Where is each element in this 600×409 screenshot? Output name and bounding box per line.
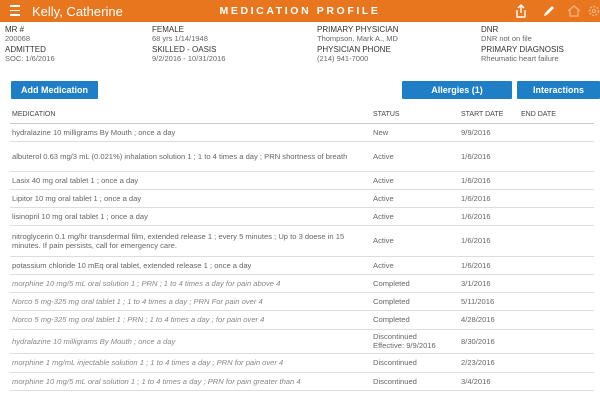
column-header-end-date: END DATE (519, 106, 594, 123)
end-date-cell (519, 123, 594, 141)
primary-physician-value: Thompson, Mark A., MD (317, 33, 398, 43)
status-cell: Completed (371, 274, 459, 292)
start-date-cell: 3/4/2016 (459, 372, 519, 390)
start-date-cell: 2/23/2016 (459, 353, 519, 372)
patient-name: Kelly, Catherine (32, 4, 123, 19)
table-row[interactable] (10, 310, 594, 329)
interactions-button[interactable]: Interactions (517, 81, 600, 99)
page-title: MEDICATION PROFILE (219, 5, 381, 17)
add-medication-button[interactable]: Add Medication (11, 81, 98, 99)
start-date-cell: 1/6/2016 (459, 256, 519, 274)
physician-phone-value: (214) 941-7000 (317, 53, 369, 63)
medication-cell: potassium chloride 10 mEq oral tablet, extended release 1 ; once a day (10, 256, 371, 274)
start-date-cell: 3/1/2016 (459, 274, 519, 292)
end-date-cell (519, 189, 594, 207)
status-cell: Discontinued (371, 353, 459, 372)
allergies-button[interactable]: Allergies (1) (402, 81, 512, 99)
primary-diagnosis-label: PRIMARY DIAGNOSIS (481, 45, 564, 54)
primary-physician-label: PRIMARY PHYSICIAN (317, 25, 399, 34)
medication-cell: hydralazine 10 milligrams By Mouth ; once a day (10, 329, 371, 353)
patient-info-panel (0, 22, 600, 64)
medication-list (10, 123, 594, 390)
top-bar (0, 0, 600, 22)
table-row[interactable] (10, 292, 594, 310)
medication-cell: hydralazine 10 milligrams By Mouth ; once a day (10, 123, 371, 141)
home-icon[interactable] (566, 3, 582, 19)
table-row[interactable] (10, 141, 594, 171)
medication-cell: Norco 5 mg-325 mg oral tablet 1 ; PRN ; 1 to 4 times a day ; for pain over 4 (10, 310, 371, 329)
column-header-medication: MEDICATION (10, 106, 371, 123)
primary-diagnosis-value: Rheumatic heart failure (481, 53, 559, 63)
end-date-cell (519, 256, 594, 274)
start-date-cell: 1/6/2016 (459, 171, 519, 189)
medication-cell: albuterol 0.63 mg/3 mL (0.021%) inhalation solution 1 ; 1 to 4 times a day ; PRN shortness of breath (10, 141, 371, 171)
start-date-cell: 4/28/2016 (459, 310, 519, 329)
table-row[interactable] (10, 123, 594, 141)
medication-cell: Norco 5 mg-325 mg oral tablet 1 ; 1 to 4 times a day ; PRN For pain over 4 (10, 292, 371, 310)
status-cell: Active (371, 171, 459, 189)
end-date-cell (519, 141, 594, 171)
status-cell: Active (371, 225, 459, 256)
mr-value: 200068 (5, 33, 31, 43)
service-value: 9/2/2016 - 10/31/2016 (152, 53, 226, 63)
end-date-cell (519, 329, 594, 353)
end-date-cell (519, 171, 594, 189)
medication-cell: nitroglycerin 0.1 mg/hr transdermal film, extended release 1 ; every 5 minutes ; Up to 3 doese in 15 minutes. If pain persists, call for emergency care. (10, 225, 371, 256)
status-cell: Active (371, 189, 459, 207)
end-date-cell (519, 353, 594, 372)
edit-pencil-icon[interactable] (541, 3, 557, 19)
end-date-cell (519, 207, 594, 225)
end-date-cell (519, 310, 594, 329)
dnr-label: DNR (481, 25, 499, 34)
settings-gear-icon[interactable] (586, 3, 600, 19)
mr-label: MR # (5, 25, 25, 34)
medication-cell: morphine 10 mg/5 mL oral solution 1 ; PRN ; 1 to 4 times a day for pain above 4 (10, 274, 371, 292)
medication-cell: Lipitor 10 mg oral tablet 1 ; once a day (10, 189, 371, 207)
status-cell: New (371, 123, 459, 141)
table-header-row (10, 106, 594, 123)
service-label: SKILLED - OASIS (152, 45, 217, 54)
medication-cell: lisinopril 10 mg oral tablet 1 ; once a day (10, 207, 371, 225)
age-dob-value: 68 yrs 1/14/1948 (152, 33, 208, 43)
table-row[interactable] (10, 207, 594, 225)
status-cell: Discontinued (371, 372, 459, 390)
table-row[interactable] (10, 171, 594, 189)
admitted-value: SOC: 1/6/2016 (5, 53, 55, 63)
end-date-cell (519, 372, 594, 390)
table-row[interactable] (10, 372, 594, 390)
table-row[interactable] (10, 189, 594, 207)
column-header-start-date: START DATE (459, 106, 519, 123)
table-row[interactable] (10, 274, 594, 292)
start-date-cell: 1/6/2016 (459, 189, 519, 207)
status-cell: Active (371, 141, 459, 171)
end-date-cell (519, 292, 594, 310)
status-cell: Discontinued Effective: 9/9/2016 (371, 329, 459, 353)
start-date-cell: 1/6/2016 (459, 141, 519, 171)
medication-cell: Lasix 40 mg oral tablet 1 ; once a day (10, 171, 371, 189)
end-date-cell (519, 225, 594, 256)
medication-cell: morphine 1 mg/mL injectable solution 1 ; 1 to 4 times a day ; PRN for pain over 4 (10, 353, 371, 372)
start-date-cell: 5/11/2016 (459, 292, 519, 310)
start-date-cell: 1/6/2016 (459, 207, 519, 225)
sex-label: FEMALE (152, 25, 185, 34)
table-row[interactable] (10, 256, 594, 274)
status-cell: Active (371, 207, 459, 225)
table-row[interactable] (10, 329, 594, 353)
medication-table (10, 106, 594, 391)
column-header-status: STATUS (371, 106, 459, 123)
status-cell: Completed (371, 310, 459, 329)
start-date-cell: 8/30/2016 (459, 329, 519, 353)
end-date-cell (519, 274, 594, 292)
status-cell: Completed (371, 292, 459, 310)
medication-cell: morphine 10 mg/5 mL oral solution 1 ; 1 to 4 times a day ; PRN for pain greater than 4 (10, 372, 371, 390)
admitted-label: ADMITTED (5, 45, 46, 54)
status-cell: Active (371, 256, 459, 274)
start-date-cell: 9/9/2016 (459, 123, 519, 141)
table-row[interactable] (10, 225, 594, 256)
start-date-cell: 1/6/2016 (459, 225, 519, 256)
share-icon[interactable] (513, 3, 529, 19)
physician-phone-label: PHYSICIAN PHONE (317, 45, 391, 54)
dnr-value: DNR not on file (481, 33, 532, 43)
table-row[interactable] (10, 353, 594, 372)
